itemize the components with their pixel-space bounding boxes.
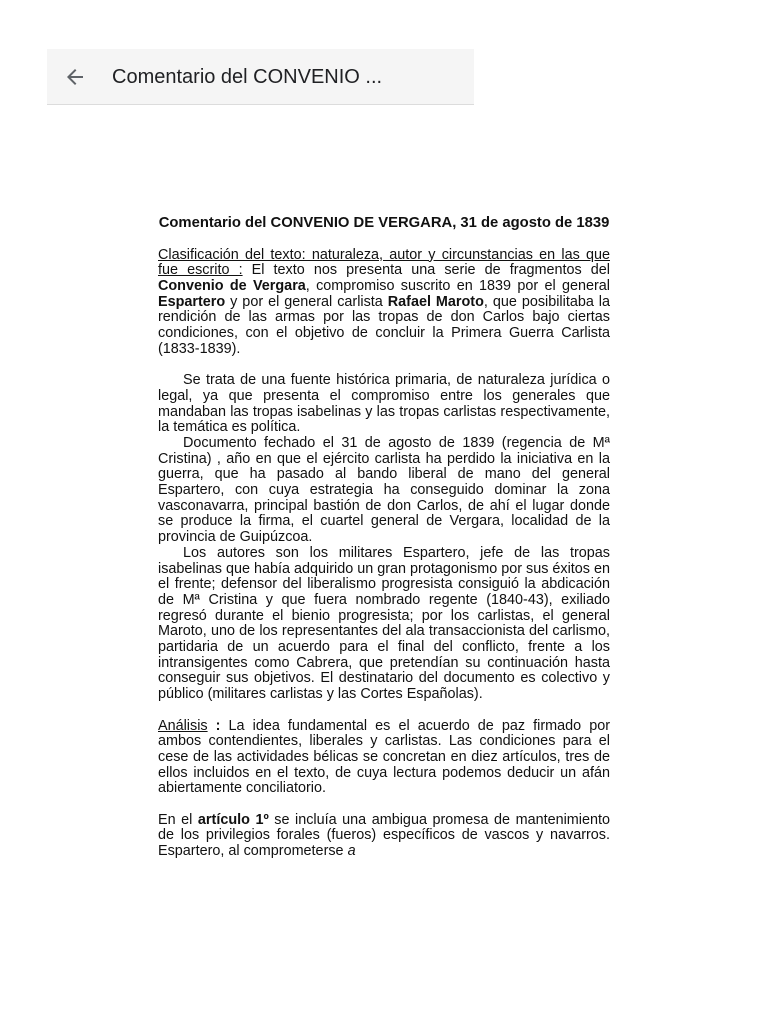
arrow-left-icon[interactable] bbox=[63, 65, 87, 89]
text-span: La idea fundamental es el acuerdo de paz firmado por ambos contendientes, liberales y carlistas. Las condiciones para el cese de las actividades bélicas se concretan en diez artículos, tres de ellos incluidos en el texto, de cuya lectura podemos deducir un afán abiertamente conciliatorio. bbox=[158, 717, 610, 797]
paragraph-fuente: Se trata de una fuente histórica primaria, de naturaleza jurídica o legal, ya que presenta el compromiso entre los generales que mandaban las tropas isabelinas y las tropas carlistas respectivamente, la temática es política. bbox=[158, 372, 610, 436]
paragraph-gap bbox=[158, 797, 610, 813]
document-title-bar: Comentario del CONVENIO ... bbox=[112, 66, 383, 88]
paragraph-gap bbox=[158, 357, 610, 373]
bold-span: Convenio de Vergara bbox=[158, 277, 306, 294]
paragraph-analisis bbox=[158, 719, 610, 798]
text-span: se incluía una ambigua promesa de mantenimiento de los privilegios forales (fueros) específicos de vascos y navarros. Espartero, al comprometerse bbox=[158, 811, 610, 860]
text-span: El texto nos presenta una serie de fragmentos del bbox=[242, 262, 610, 279]
section-heading-clasificacion: Clasificación del texto: naturaleza, autor y circunstancias en las que fue escrito : bbox=[158, 246, 610, 279]
paragraph-clasificacion bbox=[158, 248, 610, 358]
text-span: , compromiso suscrito en 1839 por el general bbox=[305, 277, 610, 294]
text-span: , que posibilitaba la rendición de las armas por las tropas de don Carlos bajo ciertas condiciones, con el objetivo de concluir la Primera Guerra Carlista (1833-1839). bbox=[158, 293, 610, 357]
paragraph-gap bbox=[158, 703, 610, 719]
top-app-bar bbox=[47, 49, 474, 105]
paragraph-articulo-1 bbox=[158, 813, 610, 860]
bold-span: : bbox=[207, 717, 221, 734]
document-page bbox=[158, 215, 610, 860]
document-heading: Comentario del CONVENIO DE VERGARA, 31 de agosto de 1839 bbox=[158, 215, 610, 231]
bold-span: artículo 1º bbox=[197, 811, 269, 828]
bold-span: Espartero bbox=[158, 293, 226, 310]
italic-span: a bbox=[347, 843, 356, 860]
bold-span: Rafael Maroto bbox=[387, 293, 484, 310]
text-span: y por el general carlista bbox=[225, 293, 388, 310]
paragraph-fecha: Documento fechado el 31 de agosto de 1839 (regencia de Mª Cristina) , año en que el ejército carlista ha perdido la iniciativa en la guerra, que ha pasado al bando liberal de mano del general Espartero, con cuya estrategia ha conseguido dominar la zona vasconavarra, principal bastión de don Carlos, de ahí el lugar donde se produce la firma, el cuartel general de Vergara, localidad de la provincia de Guipúzcoa. bbox=[158, 434, 610, 546]
section-heading-analisis: Análisis bbox=[158, 717, 208, 734]
text-span: En el bbox=[158, 811, 198, 828]
paragraph-autores: Los autores son los militares Espartero, jefe de las tropas isabelinas que había adquirido un gran protagonismo por sus éxitos en el frente; defensor del liberalismo progresista consiguió la abdicación de Mª Cristina y que fuera nombrado regente (1840-43), exiliado regresó durante el bienio progresista; por los carlistas, el general Maroto, uno de los representantes del ala transaccionista del carlismo, partidaria de un acuerdo para el final del conflicto, frente a los intransigentes como Cabrera, que pretendían su continuación hasta conseguir sus objetivos. El destinatario del documento es colectivo y público (militares carlistas y las Cortes Españolas). bbox=[158, 544, 611, 703]
